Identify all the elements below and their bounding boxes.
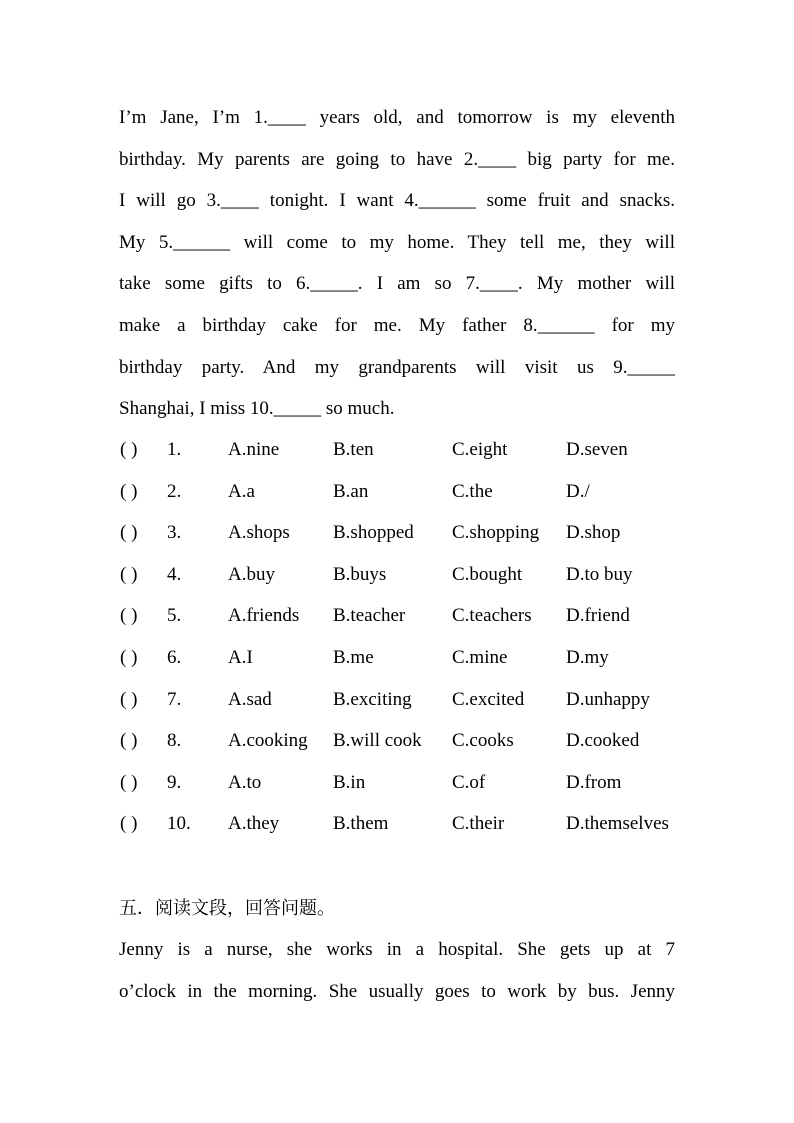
cloze-passage	[119, 97, 675, 430]
question-row	[119, 512, 689, 554]
option-d: D.seven	[566, 439, 628, 460]
question-number: 3.	[167, 522, 182, 544]
option-c: C.the	[452, 480, 493, 502]
cloze-line: I’m Jane, I’m 1.____ years old, and tomorrow is my eleventh	[119, 107, 675, 128]
option-c: C.cooks	[452, 730, 514, 752]
option-c: C.their	[452, 813, 505, 835]
option-b: B.exciting	[333, 688, 412, 710]
option-c: C.mine	[452, 646, 508, 668]
question-row	[119, 471, 689, 513]
question-row	[119, 554, 689, 596]
option-d: D./	[566, 480, 590, 502]
option-b: B.ten	[333, 439, 374, 460]
cloze-line: My 5.______ will come to my home. They tell me, they will	[119, 231, 675, 253]
option-a: A.a	[228, 480, 255, 502]
option-c: C.teachers	[452, 605, 532, 627]
option-a: A.to	[228, 771, 262, 793]
option-d: D.unhappy	[566, 688, 650, 710]
option-d: D.cooked	[566, 730, 640, 752]
question-row	[119, 637, 689, 679]
reading-line: Jenny is a nurse, she works in a hospital. She gets up at 7	[119, 939, 675, 960]
answer-blank[interactable]: ( )	[120, 605, 138, 627]
question-row	[119, 803, 689, 845]
option-a: A.buy	[228, 563, 275, 585]
option-a: A.sad	[228, 688, 272, 710]
question-number: 1.	[167, 439, 182, 460]
option-d: D.my	[566, 646, 609, 668]
option-c: C.eight	[452, 439, 508, 460]
option-d: D.shop	[566, 522, 621, 544]
answer-blank[interactable]: ( )	[120, 688, 138, 710]
option-b: B.teacher	[333, 605, 406, 627]
cloze-line: make a birthday cake for me. My father 8.______ for my	[119, 314, 675, 336]
option-b: B.an	[333, 480, 369, 502]
question-row	[119, 429, 689, 471]
question-number: 6.	[167, 646, 182, 668]
question-number: 7.	[167, 688, 182, 710]
section-five-title: 五．阅读文段，回答问题。	[119, 898, 335, 919]
option-c: C.excited	[452, 688, 525, 710]
cloze-line: birthday party. And my grandparents will visit us 9._____	[119, 356, 675, 378]
cloze-line: birthday. My parents are going to have 2.____ big party for me.	[119, 148, 675, 170]
option-a: A.I	[228, 646, 253, 668]
question-number: 9.	[167, 771, 182, 793]
question-row	[119, 762, 689, 804]
question-row	[119, 720, 689, 762]
question-number: 2.	[167, 480, 182, 502]
cloze-line: Shanghai, I miss 10._____ so much.	[119, 398, 395, 420]
option-b: B.me	[333, 646, 374, 668]
question-row	[119, 595, 689, 637]
reading-line: o’clock in the morning. She usually goes to work by bus. Jenny	[119, 980, 675, 1002]
option-a: A.shops	[228, 522, 290, 544]
question-number: 5.	[167, 605, 182, 627]
answer-blank[interactable]: ( )	[120, 522, 138, 544]
answer-blank[interactable]: ( )	[120, 563, 138, 585]
answer-blank[interactable]: ( )	[120, 480, 138, 502]
option-d: D.to buy	[566, 563, 633, 585]
question-number: 8.	[167, 730, 182, 752]
question-list	[119, 429, 689, 845]
option-c: C.bought	[452, 563, 523, 585]
option-b: B.buys	[333, 563, 387, 585]
cloze-line: I will go 3.____ tonight. I want 4.______ some fruit and snacks.	[119, 190, 675, 212]
option-a: A.friends	[228, 605, 300, 627]
answer-blank[interactable]: ( )	[120, 730, 138, 752]
option-a: A.nine	[228, 439, 280, 460]
question-number: 10.	[167, 813, 191, 835]
answer-blank[interactable]: ( )	[120, 646, 138, 668]
option-d: D.themselves	[566, 813, 669, 835]
option-a: A.they	[228, 813, 280, 835]
reading-passage	[119, 929, 675, 1012]
option-c: C.of	[452, 771, 486, 793]
option-b: B.them	[333, 813, 389, 835]
cloze-line: take some gifts to 6._____. I am so 7.____. My mother will	[119, 273, 675, 295]
question-number: 4.	[167, 563, 182, 585]
answer-blank[interactable]: ( )	[120, 439, 138, 460]
option-a: A.cooking	[228, 730, 308, 752]
option-b: B.in	[333, 771, 366, 793]
option-d: D.friend	[566, 605, 630, 627]
option-b: B.will cook	[333, 730, 422, 752]
answer-blank[interactable]: ( )	[120, 813, 138, 835]
answer-blank[interactable]: ( )	[120, 771, 138, 793]
option-c: C.shopping	[452, 522, 540, 544]
question-row	[119, 679, 689, 721]
option-d: D.from	[566, 771, 622, 793]
option-b: B.shopped	[333, 522, 414, 544]
